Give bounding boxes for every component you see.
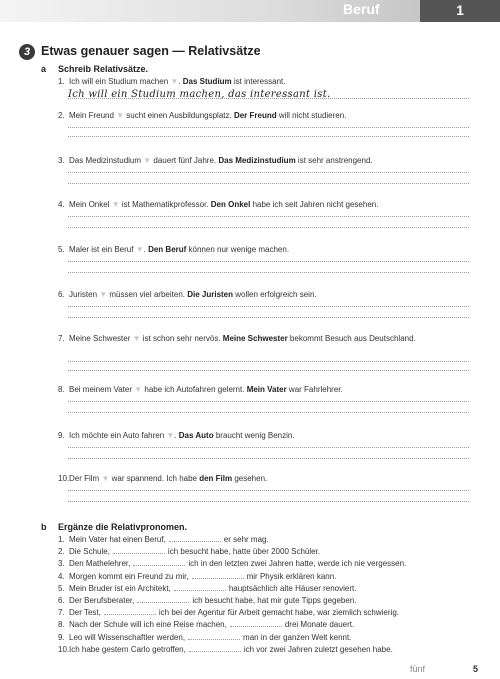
sentence-end: war Fahrlehrer. [286, 385, 343, 394]
item-number: 3. [58, 156, 65, 165]
sentence-start: Ich möchte ein Auto fahren [69, 431, 165, 440]
sentence-start: Ich will ein Studium machen [69, 77, 169, 86]
sentence-start: Juristen [69, 290, 98, 299]
item-number: 9. [58, 431, 65, 440]
sentence-middle: müssen viel arbeiten. [107, 290, 188, 299]
answer-line[interactable] [68, 412, 469, 413]
sentence-start: Morgen kommt ein Freund zu mir, [69, 571, 189, 581]
sentence-middle: sucht einen Ausbildungsplatz. [124, 111, 234, 120]
sentence-end: er sehr mag. [223, 535, 269, 544]
pronoun-gap[interactable] [189, 645, 241, 652]
insertion-mark: ▼ [99, 290, 108, 299]
item-number: 1. [58, 77, 65, 86]
sentence-start: Meine Schwester [69, 334, 131, 343]
answer-line[interactable] [68, 306, 469, 307]
exercise-a-item [58, 385, 470, 395]
sentence-middle: ist schon sehr nervös. [140, 334, 223, 343]
sentence-end: mir Physik erklären kann. [246, 571, 337, 581]
referent-word: Mein Vater [246, 385, 287, 394]
sentence-start: Maler ist ein Beruf [69, 245, 134, 254]
pronoun-gap[interactable] [192, 572, 244, 579]
answer-line[interactable] [68, 361, 469, 362]
sentence-start: Mein Freund [69, 111, 114, 120]
item-number: 2. [58, 111, 65, 120]
chapter-number: 1 [420, 0, 500, 22]
pronoun-gap[interactable] [113, 547, 165, 554]
sentence-start: Der Test, [69, 608, 101, 618]
sentence-start: Mein Onkel [69, 200, 110, 209]
sentence-end: ist sehr anstrengend. [295, 156, 373, 165]
sentence-end: drei Monate dauert. [284, 620, 355, 630]
section-title: Etwas genauer sagen — Relativsätze [41, 44, 261, 58]
section-number-badge: 3 [19, 44, 35, 60]
part-b-title: Ergänze die Relativpronomen. [58, 522, 188, 532]
answer-line[interactable] [68, 183, 469, 184]
item-number: 4. [58, 571, 65, 581]
pronoun-gap[interactable] [137, 596, 189, 603]
sentence-end: hauptsächlich alte Häuser renoviert. [228, 583, 357, 593]
item-number: 5. [58, 245, 65, 254]
page-word: fünf [410, 664, 426, 674]
item-number: 7. [58, 608, 65, 618]
referent-word: Das Studium [182, 77, 232, 86]
sentence-end: ich in den letzten zwei Jahren hatte, werde ich nie vergessen. [188, 559, 407, 569]
answer-line[interactable] [68, 458, 469, 459]
exercise-b-item [58, 559, 478, 568]
exercise-a-item [58, 200, 470, 210]
pronoun-gap[interactable] [188, 633, 240, 640]
part-a-letter: a [41, 64, 47, 74]
referent-word: den Film [199, 474, 233, 483]
exercise-a-item [58, 474, 470, 484]
answer-line[interactable] [68, 227, 469, 228]
referent-word: Den Onkel [210, 200, 251, 209]
item-number: 2. [58, 547, 65, 557]
sentence-start: Nach der Schule will ich eine Reise machen, [69, 620, 227, 630]
pronoun-gap[interactable] [104, 608, 156, 615]
item-number: 6. [58, 290, 65, 299]
sentence-start: Ich habe gestern Carlo getroffen, [69, 644, 186, 654]
exercise-b-item [58, 645, 478, 654]
sentence-end: ich vor zwei Jahren zuletzt gesehen habe. [243, 644, 393, 654]
answer-line[interactable] [68, 490, 469, 491]
insertion-mark: ▼ [134, 385, 143, 394]
sentence-end: gesehen. [232, 474, 268, 483]
part-a-title: Schreib Relativsätze. [58, 64, 149, 74]
item-number: 3. [58, 559, 65, 569]
referent-word: Der Freund [233, 111, 277, 120]
answer-line[interactable] [68, 447, 469, 448]
sentence-middle: dauert fünf Jahre. [151, 156, 219, 165]
sentence-end: braucht wenig Benzin. [213, 431, 295, 440]
exercise-b-item [58, 572, 478, 581]
item-number: 8. [58, 620, 65, 630]
answer-line[interactable] [68, 216, 469, 217]
exercise-b-item [58, 547, 478, 556]
sentence-end: ich besucht habe, hatte über 2000 Schüler. [167, 547, 321, 557]
exercise-b-item [58, 596, 478, 605]
exercise-b-item [58, 535, 478, 544]
referent-word: Den Beruf [148, 245, 187, 254]
referent-word: Meine Schwester [222, 334, 288, 343]
insertion-mark: ▼ [166, 431, 175, 440]
answer-line[interactable] [68, 370, 469, 371]
insertion-mark: ▼ [170, 77, 179, 86]
sentence-end: ist interessant. [231, 77, 286, 86]
insertion-mark: ▼ [135, 245, 144, 254]
sentence-end: können nur wenige machen. [186, 245, 290, 254]
sentence-start: Mein Vater hat einen Beruf, [69, 535, 166, 544]
exercise-a-item [58, 77, 470, 87]
sentence-middle: war spannend. Ich habe [109, 474, 200, 483]
sentence-end: will nicht studieren. [276, 111, 347, 120]
sentence-start: Mein Bruder ist ein Architekt, [69, 583, 171, 593]
sentence-start: Bei meinem Vater [69, 385, 132, 394]
sentence-end: habe ich seit Jahren nicht gesehen. [250, 200, 379, 209]
pronoun-gap[interactable] [230, 620, 282, 627]
answer-line[interactable] [68, 501, 469, 502]
exercise-b-item [58, 584, 478, 593]
sentence-end: ich besucht habe, hat mir gute Tipps gegeben. [192, 596, 357, 605]
item-number: 9. [58, 632, 65, 642]
exercise-a-item [58, 334, 470, 344]
sentence-middle: . [143, 245, 149, 254]
sentence-end: ich bei der Agentur für Arbeit gemacht habe, war ziemlich schwierig. [158, 608, 399, 618]
insertion-mark: ▼ [111, 200, 120, 209]
sentence-end: wollen erfolgreich sein. [233, 290, 317, 299]
answer-line[interactable] [68, 127, 469, 128]
sentence-start: Die Schule, [69, 547, 110, 557]
sentence-middle: ist Mathematikprofessor. [119, 200, 211, 209]
item-number: 8. [58, 385, 65, 394]
pronoun-gap[interactable] [133, 559, 185, 566]
sentence-end: bekommt Besuch aus Deutschland. [287, 334, 416, 343]
page-number: 5 [473, 664, 479, 674]
pronoun-gap[interactable] [174, 584, 226, 591]
sentence-start: Der Film [69, 474, 100, 483]
referent-word: Das Medizinstudium [218, 156, 296, 165]
exercise-b-item [58, 633, 478, 642]
insertion-mark: ▼ [143, 156, 152, 165]
insertion-mark: ▼ [101, 474, 110, 483]
item-number: 5. [58, 583, 65, 593]
answer-line[interactable] [68, 272, 469, 273]
pronoun-gap[interactable] [169, 535, 221, 542]
item-number: 7. [58, 334, 65, 343]
answer-line[interactable] [68, 172, 469, 173]
item-number: 10. [58, 474, 70, 483]
item-number: 10. [58, 644, 70, 654]
part-b-letter: b [41, 522, 47, 532]
sentence-start: Der Berufsberater, [69, 596, 135, 605]
answer-line[interactable] [68, 136, 469, 137]
item-number: 6. [58, 596, 65, 605]
answer-line[interactable] [68, 317, 469, 318]
chapter-title: Beruf [343, 1, 380, 17]
referent-word: Das Auto [178, 431, 214, 440]
exercise-b-item [58, 620, 478, 629]
insertion-mark: ▼ [132, 334, 141, 343]
referent-word: Die Juristen [187, 290, 234, 299]
sentence-middle: habe ich Autofahren gelernt. [142, 385, 247, 394]
insertion-mark: ▼ [116, 111, 125, 120]
exercise-a-item [58, 111, 470, 121]
sentence-end: man in der ganzen Welt kennt. [243, 632, 352, 642]
sentence-middle: . [174, 431, 179, 440]
sentence-middle: . [178, 77, 183, 86]
sentence-start: Das Medizinstudium [69, 156, 142, 165]
exercise-a-item [58, 431, 470, 441]
exercise-a-item [58, 290, 470, 300]
answer-line[interactable] [68, 261, 469, 262]
item-number: 4. [58, 200, 65, 209]
item-number: 1. [58, 535, 65, 544]
example-answer: Ich will ein Studium machen, das interessant ist. [68, 89, 331, 100]
answer-line[interactable] [68, 401, 469, 402]
exercise-b-item [58, 608, 478, 617]
sentence-start: Leo will Wissenschaftler werden, [69, 632, 186, 642]
exercise-a-item [58, 156, 470, 166]
sentence-start: Den Mathelehrer, [69, 559, 131, 569]
exercise-a-item [58, 245, 470, 255]
